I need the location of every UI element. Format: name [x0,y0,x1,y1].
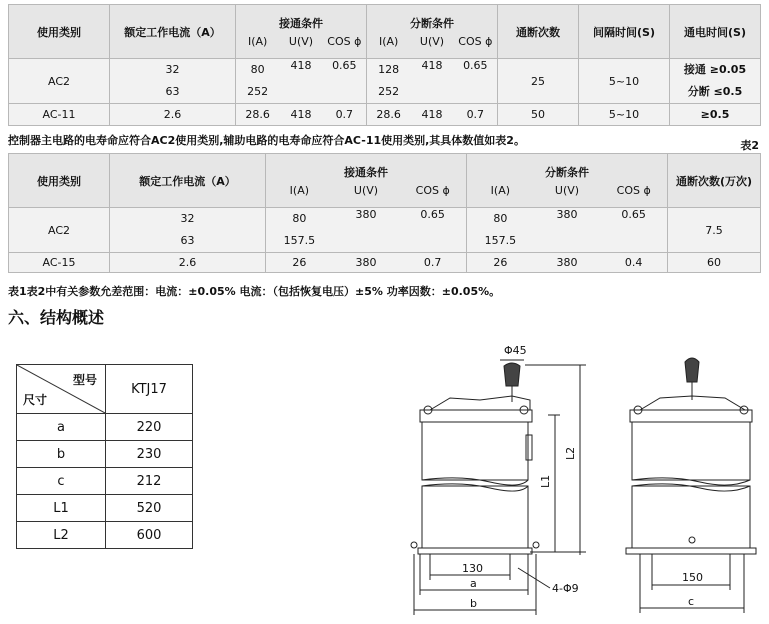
table-row: L1 520 [17,495,193,522]
t1-header-ontime: 通电时间(S) [670,5,761,59]
note-2: 表1表2中有关参数允差范围：电流：±0.05% 电流：（包括恢复电压）±5% 功率因数：±0.05%。 [8,285,501,298]
table-row: AC-11 2.6 28.6 418 0.7 28.6 418 0.7 50 5~10 ≥0.5 [9,104,761,126]
t1-header-interval: 间隔时间(S) [579,5,670,59]
table-row: a 220 [17,414,193,441]
table-1 [8,4,761,126]
section-title: 六、结构概述 [8,308,105,327]
drawing-label-hole: 4-Φ9 [552,582,579,595]
drawing-label-150: 150 [682,571,703,584]
drawing-label-b: b [470,597,477,610]
table-row: b 230 [17,441,193,468]
dimension-model: KTJ17 [106,365,193,414]
t1-sub-u: U(V) [288,35,314,48]
technical-drawing [400,340,765,622]
drawing-label-l1: L1 [539,474,552,488]
table-2: 使用类别 额定工作电流（A） 接通条件 I(A) U(V) COS ϕ 分断条件 I(A) U(V) COS ϕ 通断次数(万次) AC2 32 63 80 157.5 380 0.65 80 157.5 380 0.65 7.5 AC-15 2.6 26 380 0.7 26 380 0.4 60 [8,153,761,273]
dimension-table [16,364,193,549]
t1-header-type: 使用类别 [9,5,110,59]
table-row: c 212 [17,468,193,495]
table-row: AC2 32 63 80 252 418 0.65 128 252 418 0.65 25 5~10 接通 ≥0.05 分断 ≤0.5 [9,59,761,104]
drawing-label-phi45: Φ45 [504,344,527,357]
drawing-label-c: c [688,595,695,608]
t1-header-cycles: 通断次数 [498,5,579,59]
table-row: AC2 32 63 80 157.5 380 0.65 80 157.5 380 0.65 7.5 [9,208,761,253]
drawing-label-130: 130 [462,562,483,575]
t1-sub-i: I(A) [247,35,268,48]
dimension-table-corner: 型号 尺寸 [17,365,106,414]
table-row: AC-15 2.6 26 380 0.7 26 380 0.4 60 [9,253,761,273]
drawing-label-a: a [470,577,477,590]
t1-header-make: 接通条件 I(A) U(V) COS ϕ [236,5,367,59]
t1-header-current: 额定工作电流（A） [110,5,236,59]
t1-sub-cos: COS ϕ [327,35,362,48]
table-2-label: 表2 [740,139,759,152]
drawing-label-l2: L2 [564,446,577,460]
t1-header-break: 分断条件 I(A) U(V) COS ϕ [367,5,498,59]
note-1: 控制器主电路的电寿命应符合AC2使用类别,辅助电路的电寿命应符合AC-11使用类别,其具体数值如表2。 [8,134,525,147]
table-row: L2 600 [17,522,193,549]
